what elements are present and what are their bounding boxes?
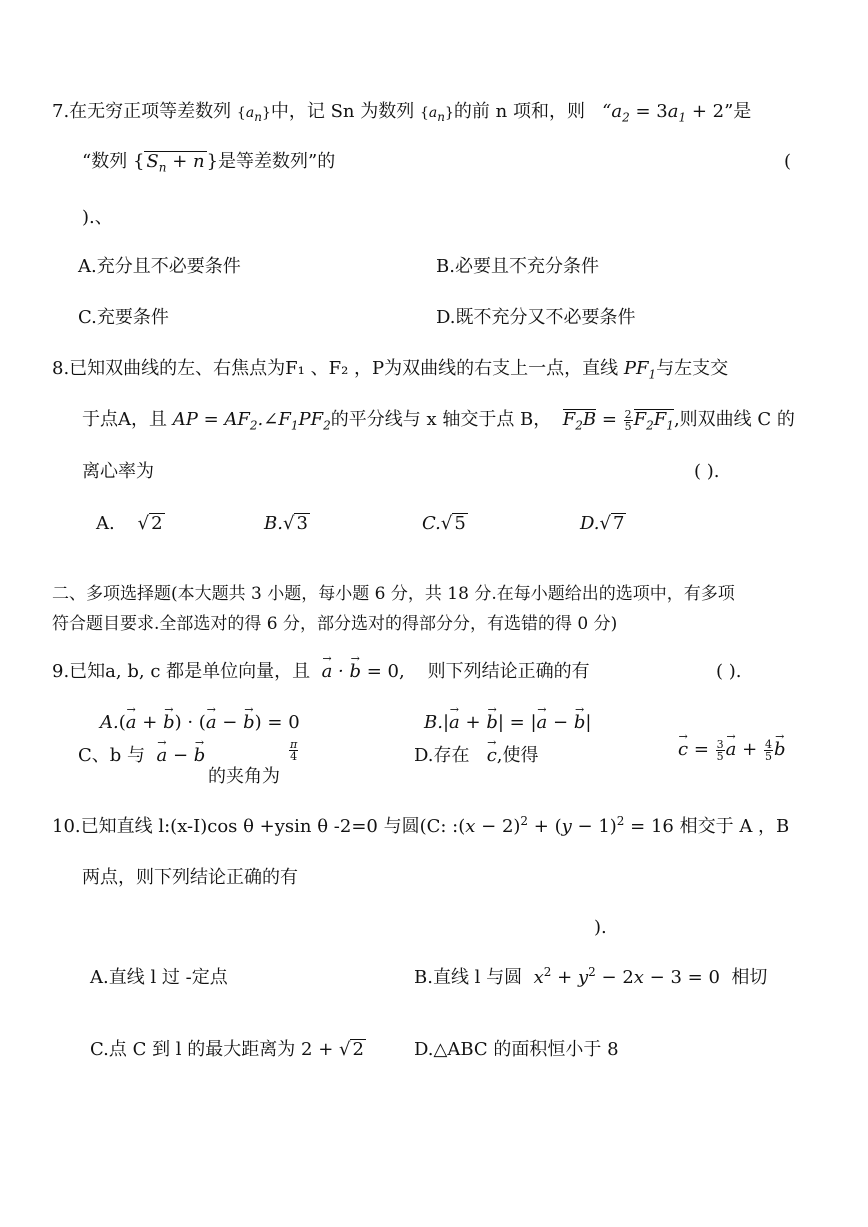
q8-paren: ( ). xyxy=(694,461,720,482)
q10-option-c: C.点 C 到 l 的最大距离为 2 + √ 2 xyxy=(90,1039,364,1060)
q10-option-b: B.直线 l 与圆 $x^2 + y^2 - 2x - 3 = 0$ 相切 xyxy=(414,965,768,988)
q7-option-b: B.必要且不充分条件 xyxy=(436,256,599,277)
q10-line3: ). xyxy=(594,917,607,938)
q7-paren-open: ( xyxy=(784,151,792,172)
q9-option-d: D.存在 c →,使得 xyxy=(414,744,539,768)
section2-line1: 二、多项选择题(本大题共 3 小题，每小题 6 分，共 18 分.在每小题给出的选项中，有多项 xyxy=(52,584,735,604)
q7-condition: “$a_2 = 3a_1 + 2$ xyxy=(602,101,725,125)
q10-option-a: A.直线 l 过 -定点 xyxy=(90,967,228,988)
q10-line1: 10.已知直线 l:(x-I)cos θ +ysin θ -2=0 与圆(C: :(x − $2)^2 + (y - 1)^2 = 16$ 相交于 A ，B xyxy=(52,814,790,837)
q9-option-c-angle: 的夹角为 xyxy=(208,766,280,787)
q7-line2: “数列 { $S_n + n$ }是等差数列”的 xyxy=(82,151,336,175)
q7-option-a: A.充分且不必要条件 xyxy=(78,256,241,277)
q9-option-a: A.(a → + b →) · (a → − b →) = 0 xyxy=(100,711,300,735)
q8-line2: 于点A，且 AP = $AF_2.\angle F_1PF_2$的平分线与 x 轴交于点 B， $F_2B$ = $\frac{2}{5}$ $F_2F_1$,则双曲线 C 的 xyxy=(82,407,795,433)
section2-line2: 符合题目要求.全部选对的得 6 分，部分选对的得部分分，有选错的得 0 分) xyxy=(52,614,618,634)
q8-option-b: B.√ 3 xyxy=(264,513,308,534)
q7-line1: 7.在无穷正项等差数列 $\{a_n\}$中，记 Sn 为数列 $\{a_n\}$的前 n 项和，则 “$a_2 = 3a_1 + 2$”是 xyxy=(52,101,752,125)
q8-option-d: D.√ 7 xyxy=(580,513,625,534)
q9-paren: ( ). xyxy=(716,661,742,682)
q9-option-c: C、b 与 a → − b → xyxy=(78,744,205,768)
q8-option-a: A. √ 2 xyxy=(96,513,163,534)
q8-option-c: C.√ 5 xyxy=(422,513,466,534)
q8-line1: 8.已知双曲线的左、右焦点为F₁ 、F₂ ，P为双曲线的右支上一点，直线 $PF_1$与左支交 xyxy=(52,358,729,382)
q9-line1: 9.已知a, b, c 都是单位向量，且 a → · b → = 0, 则下列结论正确的有 xyxy=(52,660,590,684)
q10-option-d: D.△ABC 的面积恒小于 8 xyxy=(414,1039,619,1060)
q10-line2: 两点，则下列结论正确的有 xyxy=(82,867,298,888)
q9-option-c-frac: $\frac{\pi}{4}$ xyxy=(290,737,298,763)
q9-option-d-expr: c → = $\frac{3}{5}$ a → + $\frac{4}{5}$ b → xyxy=(678,738,785,762)
q7-line3: ).、 xyxy=(82,207,113,228)
q9-option-b: B.|a → + b →| = |a → − b →| xyxy=(424,711,591,735)
q7-option-d: D.既不充分又不必要条件 xyxy=(436,307,636,328)
q7-option-c: C.充要条件 xyxy=(78,307,169,328)
q8-line3: 离心率为 xyxy=(82,461,154,482)
q7-sequence-expr: { $S_n + n$ } xyxy=(132,151,219,175)
